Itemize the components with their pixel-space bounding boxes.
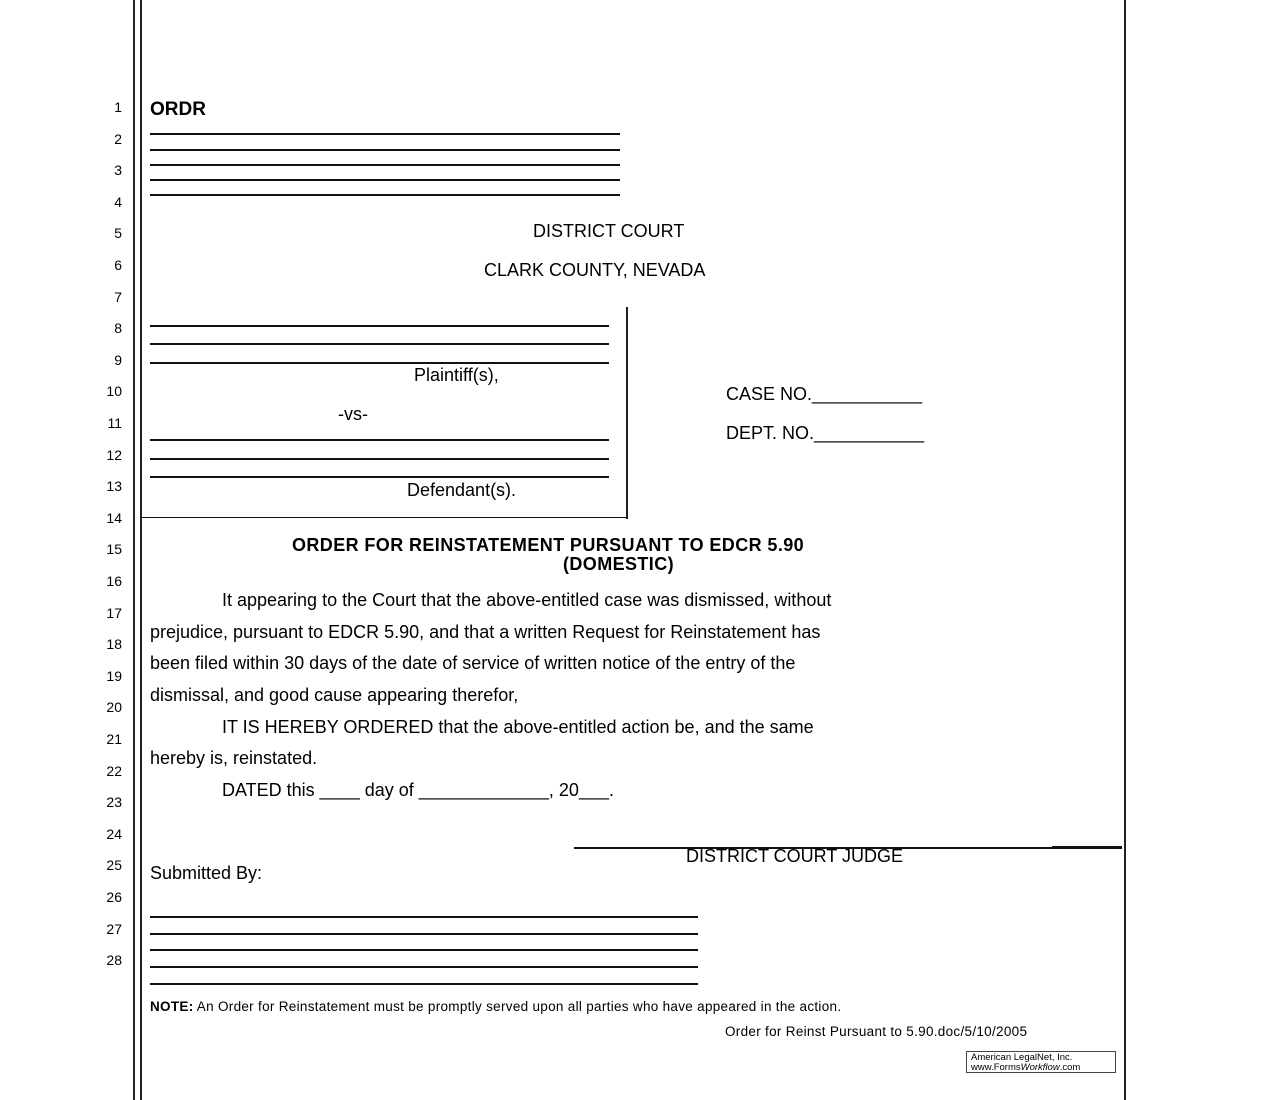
brand-logo [966, 1051, 1116, 1073]
plaintiff-line [150, 362, 609, 364]
submitter-line [150, 916, 698, 918]
line-number: 22 [106, 762, 122, 779]
submitter-line [150, 933, 698, 935]
line-number: 19 [106, 667, 122, 684]
county-name: CLARK COUNTY, NEVADA [484, 260, 706, 280]
caption-bottom-rule [140, 517, 628, 518]
dated-line[interactable]: DATED this ____ day of _____________, 20___. [222, 780, 614, 800]
line-number: 13 [106, 478, 122, 495]
plaintiff-line [150, 325, 609, 327]
order-subtitle: (DOMESTIC) [563, 554, 674, 574]
line-number: 16 [106, 573, 122, 589]
line-number: 28 [106, 952, 122, 969]
defendant-line [150, 439, 609, 441]
right-margin-rule [1124, 0, 1126, 1100]
court-name: DISTRICT COURT [533, 221, 685, 241]
dept-number-field[interactable]: DEPT. NO.___________ [726, 423, 925, 443]
footer-filename: Order for Reinst Pursuant to 5.90.doc/5/10/2005 [725, 1024, 1028, 1039]
line-number: 25 [106, 857, 122, 874]
submitter-line [150, 966, 698, 968]
line-number: 2 [114, 130, 122, 147]
attorney-line [150, 133, 620, 135]
line-number: 10 [106, 383, 122, 400]
body-text: It appearing to the Court that the above-entitled case was dismissed, without [222, 590, 832, 610]
order-title: ORDER FOR REINSTATEMENT PURSUANT TO EDCR 5.90 [292, 535, 805, 555]
line-number: 12 [106, 446, 122, 463]
line-number: 7 [114, 288, 122, 305]
plaintiff-line [150, 343, 609, 345]
line-number: 14 [106, 509, 122, 526]
left-margin-rule [133, 0, 135, 1100]
plaintiff-label: Plaintiff(s), [414, 365, 499, 385]
note-label: NOTE: [150, 999, 194, 1014]
caption-divider [626, 307, 628, 519]
attorney-line [150, 179, 620, 181]
brand-name: American LegalNet, Inc. [971, 1052, 1073, 1063]
line-number: 26 [106, 889, 122, 905]
line-number: 11 [107, 415, 122, 431]
line-number: 24 [106, 825, 122, 842]
document-code: ORDR [150, 99, 206, 120]
left-margin-rule-inner [140, 0, 142, 1100]
note-text: An Order for Reinstatement must be promptly served upon all parties who have appeared in the action. [193, 999, 842, 1014]
brand-url-part: Workflow [1020, 1062, 1060, 1073]
note [150, 999, 841, 1014]
line-number: 4 [114, 193, 122, 210]
line-number: 27 [106, 920, 122, 937]
judge-label: DISTRICT COURT JUDGE [686, 846, 904, 866]
case-number-field[interactable]: CASE NO.___________ [726, 384, 923, 404]
brand-url-part: www.Forms [971, 1062, 1021, 1073]
brand-url-part: .com [1059, 1062, 1081, 1073]
submitter-line [150, 983, 698, 985]
attorney-line [150, 194, 620, 196]
order-text: IT IS HEREBY ORDERED that the above-entitled action be, and the same [222, 717, 814, 737]
line-number: 9 [114, 351, 122, 368]
line-number: 20 [106, 699, 122, 716]
line-number: 6 [114, 257, 122, 273]
line-number: 15 [106, 541, 122, 558]
attorney-line [150, 149, 620, 151]
defendant-label: Defendant(s). [407, 480, 517, 500]
submitter-line [150, 949, 698, 951]
line-number: 1 [114, 99, 122, 115]
line-number: 18 [106, 636, 122, 653]
line-number: 5 [114, 225, 122, 242]
body-text: prejudice, pursuant to EDCR 5.90, and that a written Request for Reinstatement has [150, 622, 821, 642]
body-text: dismissal, and good cause appearing therefor, [150, 685, 519, 705]
line-number: 8 [114, 320, 122, 337]
order-text: hereby is, reinstated. [150, 748, 318, 768]
defendant-line [150, 458, 609, 460]
line-number: 21 [106, 731, 122, 747]
line-number: 3 [114, 162, 122, 179]
brand-url [971, 1063, 1115, 1073]
body-text: been filed within 30 days of the date of service of written notice of the entry of the [150, 653, 796, 673]
line-number: 17 [106, 604, 122, 621]
judge-signature-line-end [1052, 846, 1122, 849]
line-number: 23 [106, 794, 122, 811]
defendant-line [150, 476, 609, 478]
vs-label: -vs- [338, 404, 368, 424]
attorney-line [150, 164, 620, 166]
submitted-by-label: Submitted By: [150, 863, 263, 883]
